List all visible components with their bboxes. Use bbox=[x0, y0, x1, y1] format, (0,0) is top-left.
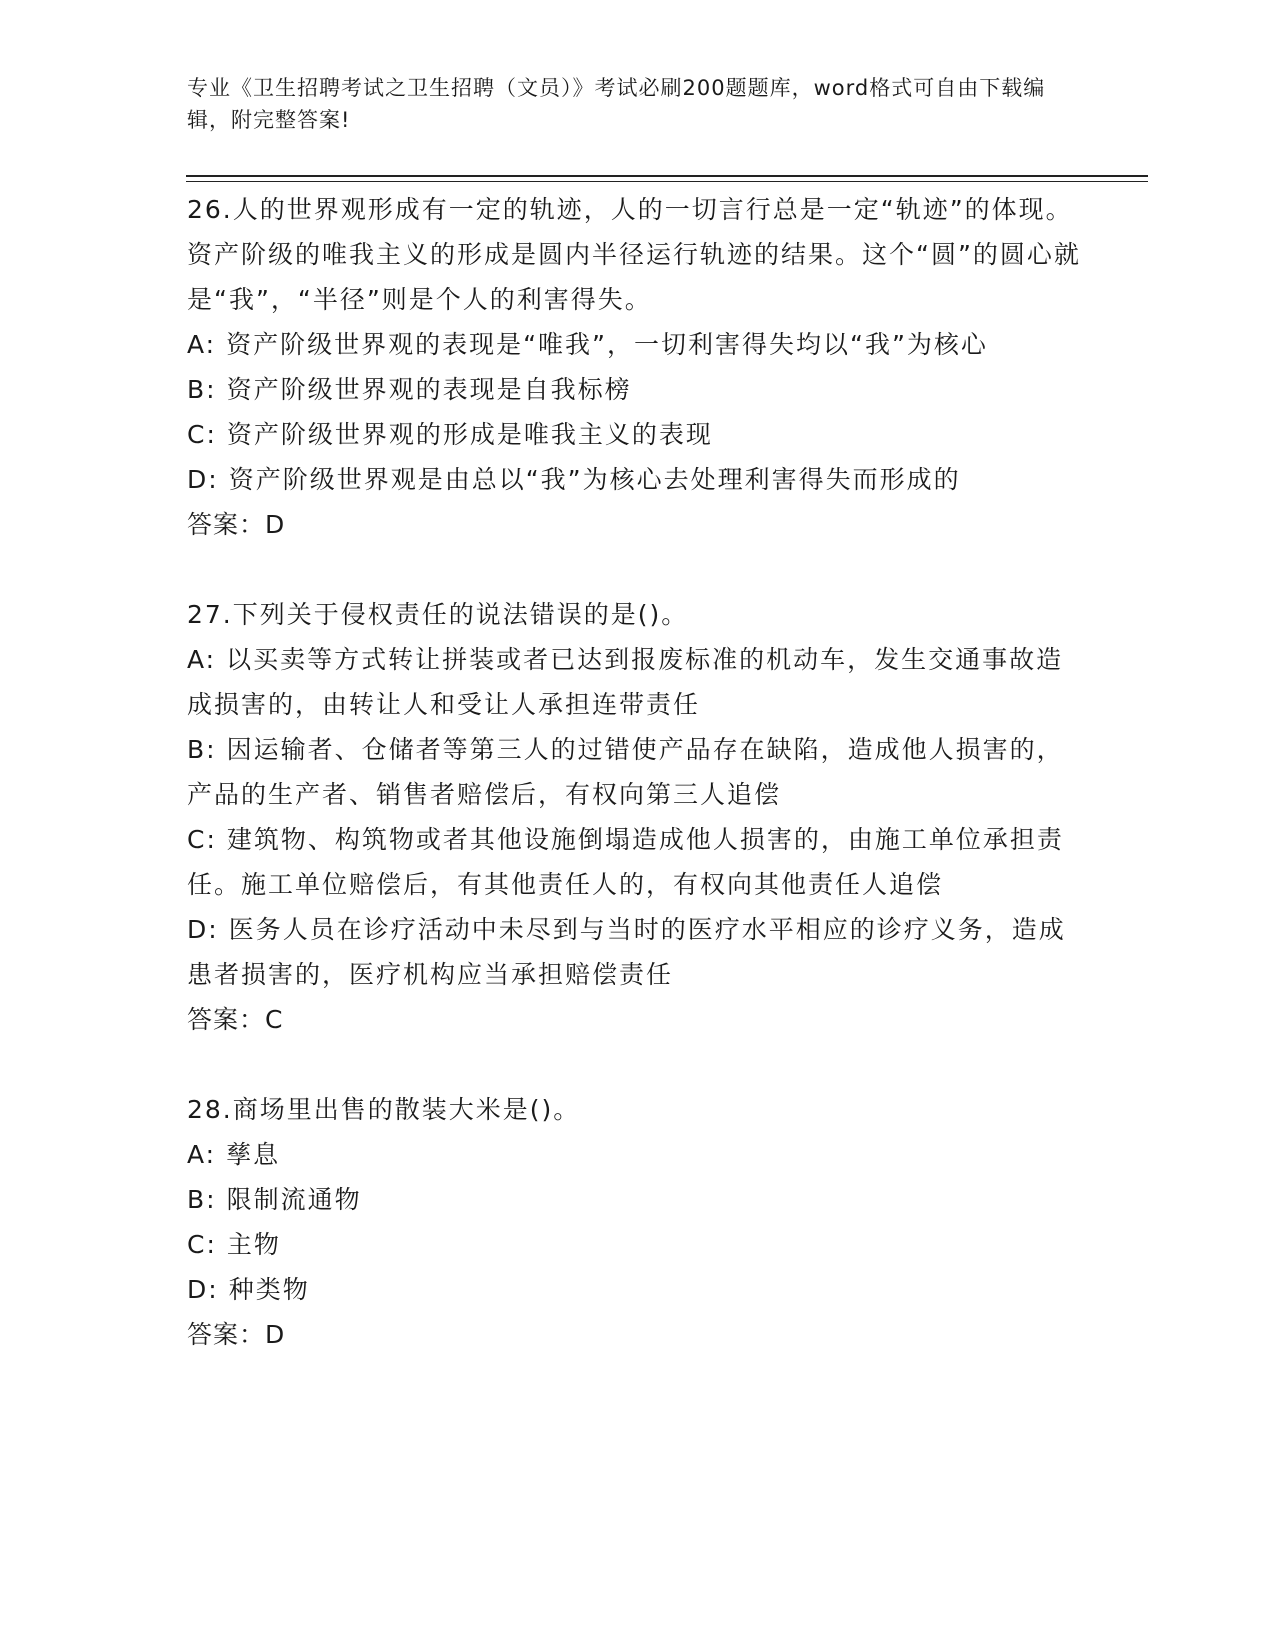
option-d bbox=[187, 907, 1087, 997]
option-letter: D: bbox=[187, 465, 219, 494]
question-list bbox=[187, 187, 1087, 1402]
question-stem bbox=[187, 187, 1087, 322]
option-text: 孳息 bbox=[226, 1140, 281, 1169]
option-a bbox=[187, 322, 1087, 367]
option-letter: C: bbox=[187, 825, 217, 854]
answer-line: 答案：C bbox=[187, 1005, 284, 1034]
option-b bbox=[187, 727, 1087, 817]
option-letter: B: bbox=[187, 1185, 217, 1214]
question-number: 28. bbox=[187, 1095, 233, 1124]
option-d bbox=[187, 1267, 1087, 1312]
option-text: 因运输者、仓储者等第三人的过错使产品存在缺陷，造成他人损害的，产品的生产者、销售者赔偿后，有权向第三人追偿 bbox=[187, 735, 1064, 809]
option-text: 种类物 bbox=[228, 1275, 310, 1304]
option-text: 以买卖等方式转让拼装或者已达到报废标准的机动车，发生交通事故造成损害的，由转让人和受让人承担连带责任 bbox=[187, 645, 1064, 719]
question-number: 27. bbox=[187, 600, 233, 629]
option-text: 限制流通物 bbox=[226, 1185, 362, 1214]
header-divider-thin bbox=[186, 181, 1148, 182]
option-letter: D: bbox=[187, 1275, 219, 1304]
option-c bbox=[187, 1222, 1087, 1267]
option-letter: C: bbox=[187, 420, 217, 449]
option-letter: B: bbox=[187, 375, 217, 404]
option-c bbox=[187, 412, 1087, 457]
question-number: 26. bbox=[187, 195, 233, 224]
option-letter: C: bbox=[187, 1230, 217, 1259]
option-b bbox=[187, 367, 1087, 412]
option-text: 建筑物、构筑物或者其他设施倒塌造成他人损害的，由施工单位承担责任。施工单位赔偿后，有其他责任人的，有权向其他责任人追偿 bbox=[187, 825, 1064, 899]
question-26 bbox=[187, 187, 1087, 547]
option-a bbox=[187, 637, 1087, 727]
option-text: 主物 bbox=[226, 1230, 281, 1259]
question-stem bbox=[187, 1087, 1087, 1132]
option-letter: A: bbox=[187, 330, 217, 359]
option-letter: A: bbox=[187, 1140, 217, 1169]
document-header: 专业《卫生招聘考试之卫生招聘（文员）》考试必刷200题题库，word格式可自由下载编辑，附完整答案! bbox=[187, 76, 1046, 132]
option-b bbox=[187, 1177, 1087, 1222]
option-a bbox=[187, 1132, 1087, 1177]
option-text: 医务人员在诊疗活动中未尽到与当时的医疗水平相应的诊疗义务，造成患者损害的，医疗机构应当承担赔偿责任 bbox=[187, 915, 1066, 989]
option-text: 资产阶级世界观的表现是自我标榜 bbox=[226, 375, 632, 404]
option-text: 资产阶级世界观的形成是唯我主义的表现 bbox=[226, 420, 713, 449]
question-text: 下列关于侵权责任的说法错误的是()。 bbox=[232, 600, 689, 629]
option-letter: D: bbox=[187, 915, 219, 944]
option-text: 资产阶级世界观的表现是“唯我”，一切利害得失均以“我”为核心 bbox=[226, 330, 988, 359]
option-text: 资产阶级世界观是由总以“我”为核心去处理利害得失而形成的 bbox=[228, 465, 961, 494]
question-text: 人的世界观形成有一定的轨迹，人的一切言行总是一定“轨迹”的体现。资产阶级的唯我主义的形成是圆内半径运行轨迹的结果。这个“圆”的圆心就是“我”，“半径”则是个人的利害得失。 bbox=[187, 195, 1081, 314]
answer-line: 答案：D bbox=[187, 510, 286, 539]
option-d bbox=[187, 457, 1087, 502]
header-divider-thick bbox=[186, 175, 1148, 177]
question-28 bbox=[187, 1087, 1087, 1357]
answer-line: 答案：D bbox=[187, 1320, 286, 1349]
question-27 bbox=[187, 592, 1087, 1042]
question-stem bbox=[187, 592, 1087, 637]
question-text: 商场里出售的散装大米是()。 bbox=[232, 1095, 581, 1124]
option-letter: A: bbox=[187, 645, 217, 674]
option-c bbox=[187, 817, 1087, 907]
option-letter: B: bbox=[187, 735, 217, 764]
